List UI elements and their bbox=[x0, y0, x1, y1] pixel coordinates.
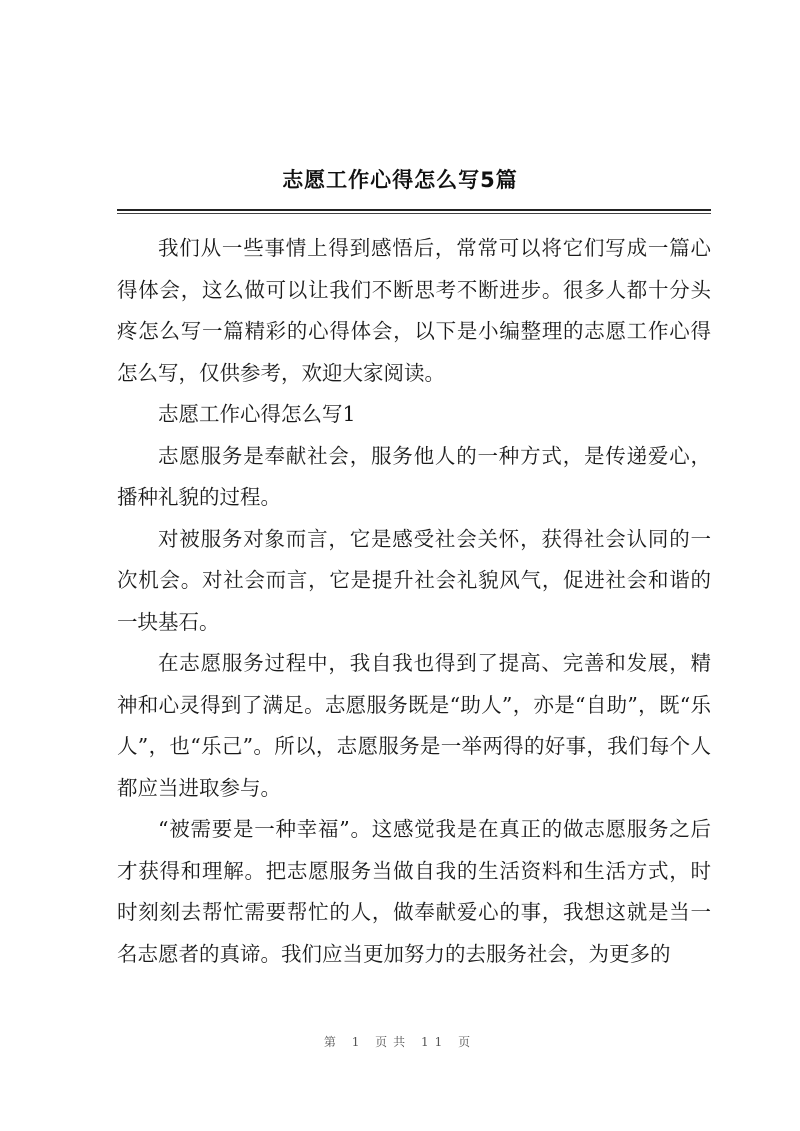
intro-paragraph: 我们从一些事情上得到感悟后，常常可以将它们写成一篇心得体会，这么做可以让我们不断思考不断进步。很多人都十分头疼怎么写一篇精彩的心得体会，以下是小编整理的志愿工作心得怎么写，仅供参考，欢迎大家阅读。 bbox=[117, 236, 711, 385]
body-paragraph: “被需要是一种幸福”。这感觉我是在真正的做志愿服务之后才获得和理解。把志愿服务当做自我的生活资料和生活方式，时时刻刻去帮忙需要帮忙的人，做奉献爱心的事，我想这就是当一名志愿者的真谛。我们应当更加努力的去服务社会，为更多的 bbox=[117, 817, 711, 966]
section-heading: 志愿工作心得怎么写1 bbox=[158, 402, 356, 426]
body-paragraph: 志愿服务是奉献社会，服务他人的一种方式，是传递爱心，播种礼貌的过程。 bbox=[117, 443, 711, 509]
title-divider-thin bbox=[117, 213, 711, 214]
page-footer: 第 1 页共 11 页 bbox=[323, 1035, 477, 1049]
body-paragraph: 对被服务对象而言，它是感受社会关怀，获得社会认同的一次机会。对社会而言，它是提升社会礼貌风气，促进社会和谐的一块基石。 bbox=[117, 526, 711, 634]
document-title: 志愿工作心得怎么写5篇 bbox=[282, 168, 518, 192]
document-body bbox=[117, 228, 711, 975]
title-divider-thick bbox=[117, 209, 711, 211]
body-paragraph: 在志愿服务过程中，我自我也得到了提高、完善和发展，精神和心灵得到了满足。志愿服务既是“助人”，亦是“自助”，既“乐人”，也“乐己”。所以，志愿服务是一举两得的好事，我们每个人都应当进取参与。 bbox=[117, 651, 711, 800]
